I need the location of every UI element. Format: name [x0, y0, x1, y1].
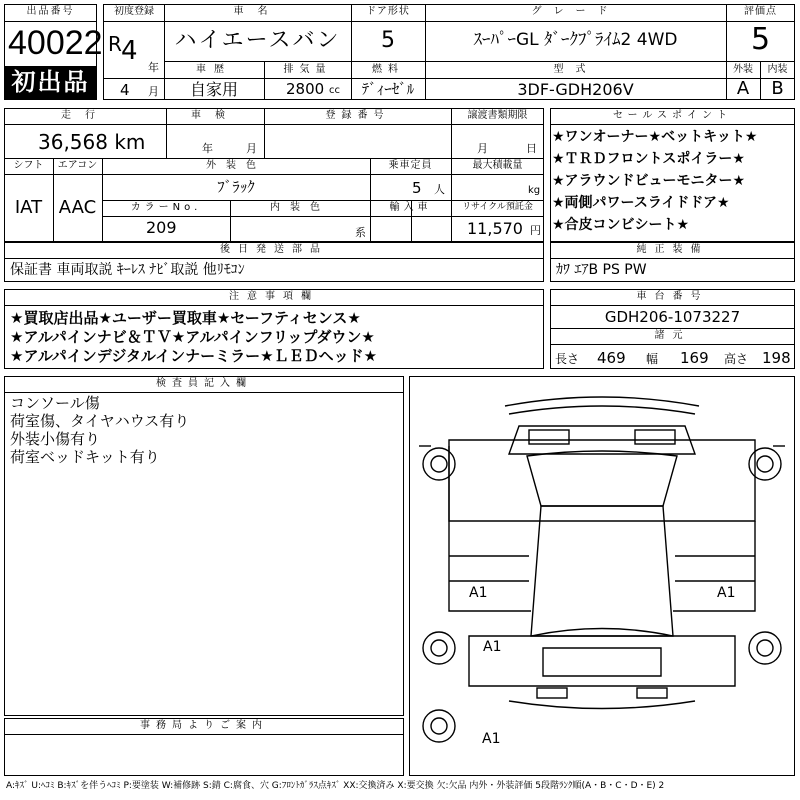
accessories-label: 後日発送部品 — [220, 244, 328, 255]
capacity: 5 — [412, 179, 422, 197]
ac: AAC — [58, 197, 97, 218]
car-name: ハイエースバン — [174, 28, 341, 53]
equipment-label: 純正装備 — [636, 244, 709, 255]
sales-point: ★アラウンドビューモニター★ — [552, 173, 746, 189]
inspector-line: 外装小傷有り — [10, 430, 101, 448]
ac-label: エアコン — [57, 160, 98, 171]
exterior-label: 外装 — [733, 64, 753, 75]
kg-unit: kg — [528, 185, 541, 196]
displacement-label: 排気量 — [283, 64, 332, 75]
fuel-label: 燃料 — [372, 64, 404, 75]
height: 198 — [762, 349, 791, 367]
equipment: ｶﾜ ｴｱB PS PW — [556, 262, 647, 278]
sales-point: ★合皮コンビシート★ — [552, 217, 690, 233]
note-line: ★アルパインデジタルインナーミラー★ＬＥＤヘッド★ — [10, 347, 378, 365]
series-unit: 系 — [355, 226, 366, 239]
legend: A:ｷｽﾞ U:ﾍｺﾐ B:ｷｽﾞを伴うﾍｺﾐ P:要塗装 W:補修跡 S:錆 C:腐食、穴 G:ﾌﾛﾝﾄｶﾞﾗｽ点ｷｽﾞ XX:交換済み X:要交換 欠:欠品 内外・外装評価 5段階ﾗﾝｸ順(A・B・C・D・E) 2 — [6, 781, 665, 791]
sales-point: ★ワンオーナー★ベットキット★ — [552, 129, 758, 145]
history: 自家用 — [189, 80, 238, 99]
cc-unit: cc — [329, 85, 340, 96]
color: ﾌﾞﾗｯｸ — [217, 178, 255, 196]
length-label: 長さ — [555, 352, 580, 366]
damage-mark-front-right: A1 — [717, 585, 736, 601]
era-letter: R — [108, 32, 122, 56]
mileage: 36,568 km — [38, 130, 146, 154]
inspection-label: 車検 — [191, 110, 239, 121]
shift-label: シフト — [13, 160, 44, 171]
grade: ｽｰﾊﾟｰGL ﾀﾞｰｸﾌﾟﾗｲﾑ2 4WD — [473, 30, 678, 50]
registration-year: 4 — [121, 36, 138, 66]
plate-label: 登録番号 — [325, 110, 390, 121]
car-name-label: 車名 — [233, 6, 282, 17]
transfer-deadline-label: 譲渡書類期限 — [467, 110, 528, 121]
color-label: 外装色 — [206, 160, 266, 171]
sales-point: ★両側パワースライドドア★ — [552, 195, 730, 211]
interior-grade: B — [771, 78, 784, 99]
exterior-grade: A — [736, 78, 750, 99]
yen-unit: 円 — [530, 224, 541, 237]
mileage-label: 走行 — [61, 110, 109, 121]
inspection-month-unit: 月 — [246, 142, 257, 155]
listing-number-label: 出品番号 — [26, 6, 75, 17]
registration-month: 4 — [120, 81, 130, 99]
transfer-day-unit: 日 — [526, 142, 537, 155]
car-diagram — [409, 376, 795, 776]
inspector-line: コンソール傷 — [10, 394, 100, 412]
interior-color-label: 内装色 — [270, 202, 330, 213]
notes-label: 注意事項欄 — [229, 291, 319, 302]
person-unit: 人 — [434, 183, 445, 196]
inspector-label: 検査員記入欄 — [156, 378, 252, 389]
history-label: 車歴 — [196, 64, 232, 75]
sales-points-label: セールスポイント — [612, 110, 733, 121]
score-label: 評価点 — [744, 6, 777, 17]
note-line: ★アルパインナビ＆ＴＶ★アルパインフリップダウン★ — [10, 328, 375, 346]
specs-box — [4, 108, 544, 242]
recycle-label: リサイクル預託金 — [462, 202, 533, 212]
interior-label: 内装 — [767, 64, 788, 75]
first-listing-badge: 初出品 — [5, 66, 96, 99]
damage-mark-front-left: A1 — [469, 585, 488, 601]
damage-mark-spare: A1 — [482, 731, 501, 747]
inspector-line: 荷室ベッドキット有り — [10, 448, 160, 466]
max-load-label: 最大積載量 — [472, 160, 523, 171]
listing-number: 40022 — [8, 24, 103, 62]
capacity-label: 乗車定員 — [388, 160, 433, 171]
height-label: 高さ — [724, 352, 749, 366]
door-count: 5 — [381, 28, 395, 53]
inspection-year-unit: 年 — [202, 142, 213, 155]
inspector-line: 荷室傷、タイヤハウス有り — [10, 412, 190, 430]
length: 469 — [597, 349, 626, 367]
color-no: 209 — [146, 218, 177, 237]
note-line: ★買取店出品★ユーザー買取車★セーフティセンス★ — [10, 309, 361, 327]
width-label: 幅 — [646, 352, 659, 366]
month-unit: 月 — [148, 85, 159, 98]
recycle-deposit: 11,570 — [467, 219, 523, 238]
sales-point: ★ＴＲＤフロントスポイラー★ — [552, 151, 745, 167]
displacement: 2800 — [286, 80, 325, 98]
grade-label: グレード — [531, 6, 620, 17]
dimensions-label: 諸元 — [654, 330, 691, 341]
damage-mark-rear-left: A1 — [483, 639, 502, 655]
score: 5 — [750, 22, 771, 57]
color-no-label: カラーNo. — [130, 202, 202, 213]
width: 169 — [680, 349, 709, 367]
model-label: 型式 — [553, 64, 598, 75]
accessories: 保証書 車両取説 ｷｰﾚｽ ﾅﾋﾞ取説 他ﾘﾓｺﾝ — [10, 262, 245, 278]
door-type-label: ドア形状 — [366, 6, 410, 17]
import-label: 輸入車 — [389, 202, 432, 213]
first-registration-label: 初度登録 — [114, 6, 154, 17]
office-label: 事務局よりご案内 — [140, 720, 268, 731]
model: 3DF-GDH206V — [517, 80, 634, 99]
transfer-month-unit: 月 — [477, 142, 488, 155]
year-unit: 年 — [148, 61, 159, 74]
sales-points-list — [552, 130, 793, 240]
fuel: ﾃﾞｨｰｾﾞﾙ — [361, 80, 415, 98]
chassis-label: 車台番号 — [636, 291, 709, 302]
shift: IAT — [14, 197, 43, 218]
chassis-number: GDH206-1073227 — [604, 308, 741, 326]
